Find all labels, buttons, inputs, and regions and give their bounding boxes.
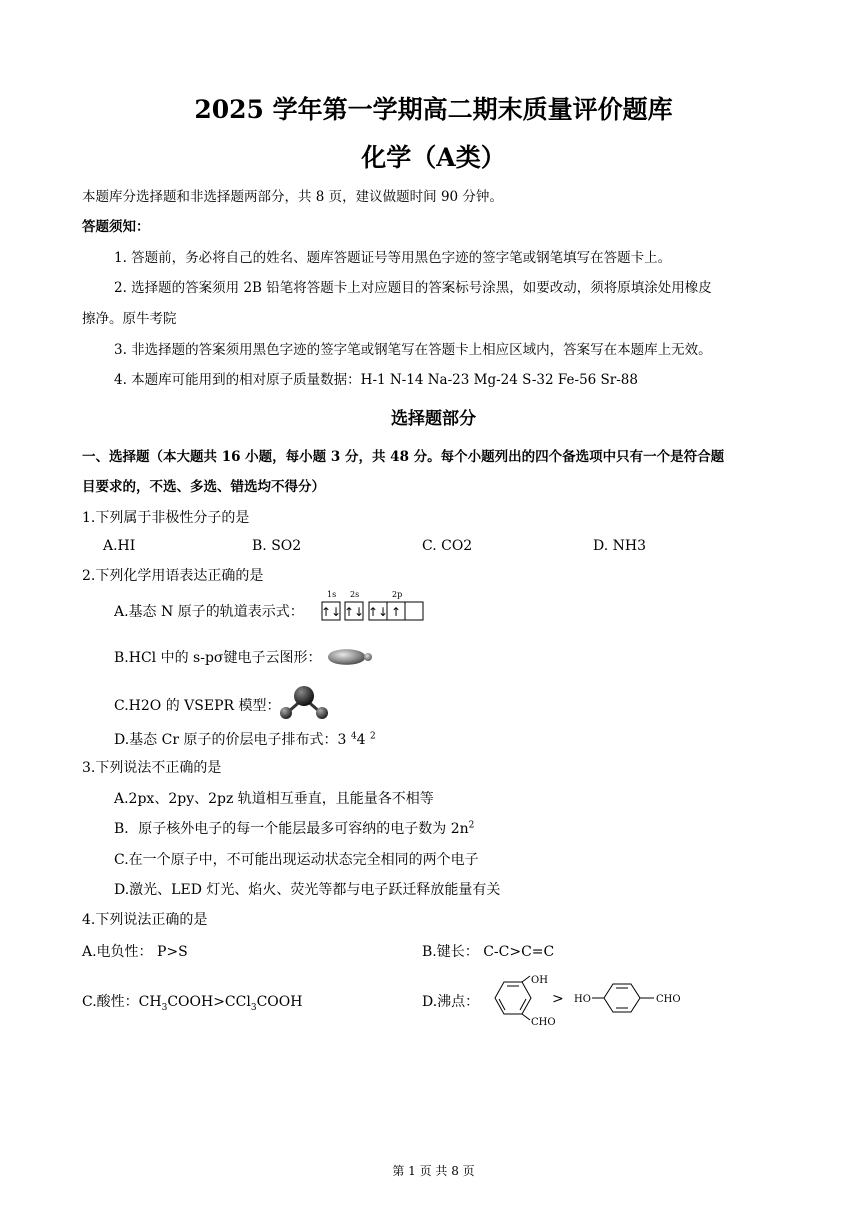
- page-title: 2025 学年第一学期高二期末质量评价题库: [194, 95, 673, 124]
- orbital-label-2s: 2s: [350, 590, 360, 599]
- notice-heading: 答题须知：: [82, 219, 150, 235]
- q3-option-c: C.在一个原子中，不可能出现运动状态完全相同的两个电子: [114, 852, 479, 868]
- page-footer: 第 1 页 共 8 页: [392, 1164, 475, 1178]
- orbital-diagram: [318, 588, 428, 624]
- q4-c-text: COOH: [256, 994, 303, 1010]
- q4-c-text: COOH>CCl: [167, 994, 251, 1010]
- section-title: 选择题部分: [391, 409, 476, 429]
- notice-item: 2. 选择题的答案须用 2B 铅笔将答题卡上对应题目的答案标号涂黑，如要改动，须将原填涂处用橡皮: [114, 280, 712, 296]
- ho-label: HO: [574, 994, 591, 1005]
- q2-option-c: C.H2O 的 VSEPR 模型：: [114, 698, 281, 714]
- q2-d-sup: 4: [350, 731, 357, 742]
- notice-item: 擦净。原牛考院: [82, 311, 177, 327]
- q3-option-b: [114, 818, 474, 838]
- q4-option-d: D.沸点：: [422, 994, 480, 1010]
- q1-option-a: A.HI: [103, 538, 136, 554]
- q3-b-sup: 2: [468, 820, 475, 831]
- q2-d-text: D.基态 Cr 原子的价层电子排布式：3: [114, 732, 347, 748]
- q4-c-sub: 3: [161, 1002, 168, 1013]
- orbital-electrons: ↑↓: [320, 605, 342, 619]
- q1-option-b: B. SO2: [252, 538, 302, 554]
- question-3-stem: 3.下列说法不正确的是: [82, 760, 222, 776]
- q3-option-d: D.激光、LED 灯光、焰火、荧光等都与电子跃迁释放能量有关: [114, 882, 501, 898]
- orbital-box: [405, 602, 423, 620]
- q4-option-b: B.键长： C-C>C=C: [422, 944, 555, 960]
- q3-b-text: B．原子核外电子的每一个能层最多可容纳的电子数为 2n: [114, 821, 469, 837]
- part-heading-cont: 目要求的，不选、多选、错选均不得分）: [82, 479, 325, 495]
- part-heading: 一、选择题（本大题共 16 小题，每小题 3 分，共 48 分。每个小题列出的四个备选项中只有一个是符合题: [82, 449, 725, 465]
- orbital-label-1s: 1s: [327, 590, 337, 599]
- q2-option-a: A.基态 N 原子的轨道表示式：: [114, 604, 304, 620]
- orbital-electrons: ↑: [390, 605, 402, 619]
- question-4-stem: 4.下列说法正确的是: [82, 912, 208, 928]
- q4-c-sub: 3: [250, 1002, 257, 1013]
- cho-label: CHO: [531, 1017, 556, 1028]
- q4-c-text: C.酸性：CH: [82, 994, 162, 1010]
- notice-item: 1. 答题前，务必将自己的姓名、题库答题证号等用黑色字迹的签字笔或钢笔填写在答题卡上。: [114, 250, 672, 266]
- cho-label: CHO: [656, 994, 681, 1005]
- notice-item: 3. 非选择题的答案须用黑色字迹的签字笔或钢笔写在答题卡上相应区域内，答案写在本题库上无效。: [114, 342, 712, 358]
- q1-option-d: D. NH3: [593, 538, 646, 554]
- orbital-label-2p: 2p: [392, 590, 403, 599]
- notice-item: 4. 本题库可能用到的相对原子质量数据：H-1 N-14 Na-23 Mg-24 S-32 Fe-56 Sr-88: [114, 372, 638, 388]
- vsepr-model-icon: [278, 684, 330, 722]
- question-2-stem: 2.下列化学用语表达正确的是: [82, 568, 264, 584]
- question-1-stem: 1.下列属于非极性分子的是: [82, 510, 250, 526]
- oh-label: OH: [531, 975, 548, 986]
- q1-option-c: C. CO2: [422, 538, 473, 554]
- q2-option-b: B.HCl 中的 s-pσ键电子云图形：: [114, 650, 322, 666]
- q2-d-text: 4: [356, 732, 366, 748]
- q4-option-a: A.电负性： P>S: [82, 944, 188, 960]
- orbital-electrons: ↑↓: [343, 605, 365, 619]
- q3-option-a: A.2px、2py、2pz 轨道相互垂直，且能量各不相等: [114, 791, 434, 807]
- page-subtitle: 化学（A类）: [361, 143, 506, 172]
- q2-option-d: [114, 729, 376, 749]
- q4-option-c: [82, 991, 302, 1013]
- electron-cloud-icon: [325, 645, 377, 669]
- boiling-point-structures: [482, 972, 692, 1028]
- comparison-sign: >: [552, 991, 564, 1007]
- q2-d-sup: 2: [369, 731, 376, 742]
- intro-text: 本题库分选择题和非选择题两部分，共 8 页，建议做题时间 90 分钟。: [82, 189, 503, 205]
- orbital-electrons: ↑↓: [367, 605, 389, 619]
